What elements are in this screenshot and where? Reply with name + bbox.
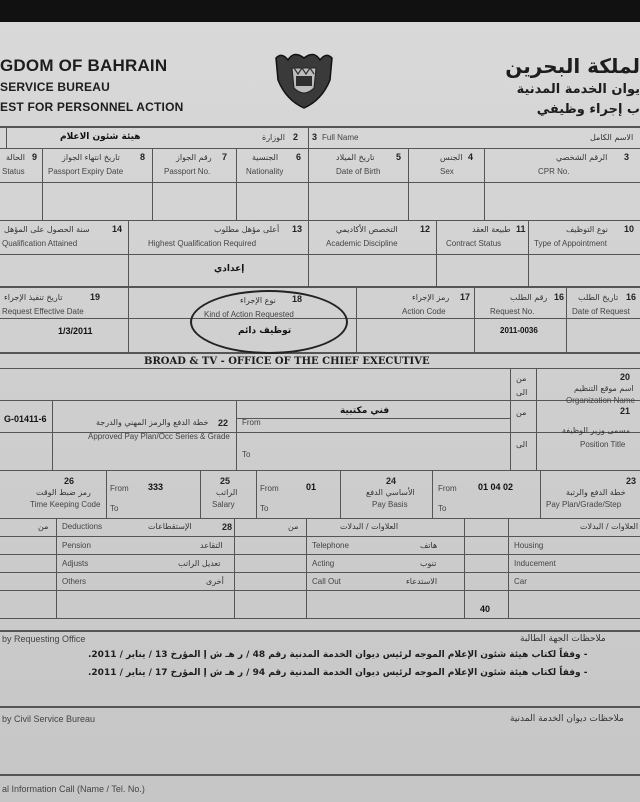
sex-label-ar: الجنس (440, 153, 463, 162)
ministry-label-ar: الوزارة (262, 133, 285, 142)
request-no-value: 2011-0036 (500, 326, 538, 335)
action-kind-circle-mark (190, 290, 348, 354)
form-title-en: EST FOR PERSONNEL ACTION (0, 100, 184, 114)
requesting-office-label: by Requesting Office (2, 634, 86, 644)
deductions-label-en: Deductions (62, 522, 103, 531)
others-label-ar: أخرى (206, 577, 224, 586)
paybasis-label-en: Pay Basis (372, 500, 408, 509)
discipline-num: 12 (420, 224, 431, 234)
timekeeping-num: 26 (64, 476, 75, 486)
sex-label-en: Sex (440, 167, 454, 176)
allowance-value: 40 (480, 604, 491, 614)
date-request-label-en: Date of Request (572, 307, 630, 316)
timekeeping-label-ar: رمز ضبط الوقت (36, 488, 91, 497)
passport-expiry-label-en: Passport Expiry Date (48, 167, 124, 176)
position-label-ar: مسمى وزير الوظيفة (562, 426, 631, 435)
request-no-num: 16 (554, 292, 565, 302)
effective-date-value: 1/3/2011 (58, 326, 93, 336)
org-label-ar: اسم موقع التنظيم (574, 384, 634, 393)
payplan-to-en: To (242, 450, 251, 459)
passport-label-ar: رقم الجواز (176, 153, 212, 162)
action-kind-value: توظيف دائم (238, 326, 292, 336)
position-label-en: Position Title (580, 440, 626, 449)
effective-date-label-ar: تاريخ تنفيذ الإجراء (4, 293, 63, 302)
qualification-label-en: Highest Qualification Required (148, 239, 257, 248)
country-title-en: GDOM OF BAHRAIN (0, 56, 168, 75)
requesting-office-label-ar: ملاحظات الجهة الطالبة (520, 634, 606, 644)
pb-from-en: From (260, 484, 279, 493)
contract-num: 11 (516, 224, 526, 234)
document-page (0, 22, 640, 802)
bahrain-emblem-icon (272, 50, 336, 112)
organization-title: BROAD & TV - OFFICE OF THE CHIEF EXECUTIVE (144, 356, 430, 367)
fullname-num: 3 (312, 132, 318, 142)
remark-line-2: - وفقاً لكتاب هيئة شئون الإعلام الموجه لرئيس ديوان الخدمة المدنية رقم 94 / ر هـ ش إ المؤرخ 17 / يناير / 2011. (88, 668, 588, 678)
salary-label-ar: الراتب (216, 488, 238, 497)
allow-from-ar: من (288, 522, 299, 531)
effective-date-label-en: Request Effective Date (2, 307, 84, 316)
appointment-label-en: Type of Appointment (534, 239, 607, 248)
position-to-ar: الى (516, 440, 528, 449)
payplan-grade-label-ar: خطة الدفع والرتبة (566, 488, 626, 497)
position-num: 21 (620, 406, 631, 416)
action-kind-label-en: Kind of Action Requested (204, 310, 294, 319)
payplan-label-ar: خطة الدفع والرمز المهني والدرجة (96, 418, 209, 427)
passport-label-en: Passport No. (164, 167, 211, 176)
status-label-en: Status (2, 167, 25, 176)
bureau-title-ar: يوان الخدمة المدنية (516, 82, 640, 97)
dob-label-en: Date of Birth (336, 167, 381, 176)
qualification-num: 13 (292, 224, 303, 234)
acting-label-ar: تنوب (420, 559, 437, 568)
request-no-label-ar: رقم الطلب (510, 293, 548, 302)
payplan-grade-num: 23 (626, 476, 637, 486)
nationality-label-en: Nationality (246, 167, 284, 176)
qualification-label-ar: أعلى مؤهل مطلوب (214, 225, 280, 234)
passport-expiry-num: 8 (140, 152, 146, 162)
fullname-label-ar: الاسم الكامل (590, 133, 634, 142)
fullname-label-en: Full Name (322, 133, 359, 142)
sex-num: 4 (468, 152, 474, 162)
country-title-ar: لملكة البحرين (505, 54, 640, 78)
passport-num: 7 (222, 152, 228, 162)
payplan-grade-label-en: Pay Plan/Grade/Step (546, 500, 622, 509)
discipline-label-en: Academic Discipline (326, 239, 398, 248)
cpr-num: 3 (624, 152, 630, 162)
qual-year-label-en: Qualification Attained (2, 239, 78, 248)
others-label: Others (62, 577, 87, 586)
org-from-ar: من (516, 374, 527, 383)
contract-label-en: Contract Status (446, 239, 502, 248)
position-value: فني مكتبية (340, 406, 390, 416)
pension-label-ar: التقاعد (200, 541, 223, 550)
contract-label-ar: طبيعة العقد (472, 225, 511, 234)
pension-label: Pension (62, 541, 91, 550)
deductions-label-ar: الإستقطاعات (148, 522, 192, 531)
action-code-label-en: Action Code (402, 307, 446, 316)
acting-label: Acting (312, 559, 335, 568)
cpr-label-en: CPR No. (538, 167, 570, 176)
footer-contact-label: al Information Call (Name / Tel. No.) (2, 784, 145, 794)
dob-num: 5 (396, 152, 402, 162)
qual-year-num: 14 (112, 224, 123, 234)
action-kind-label-ar: نوع الإجراء (240, 296, 276, 305)
bureau-title-en: SERVICE BUREAU (0, 80, 110, 94)
org-label-en: Organization Name (566, 396, 635, 405)
appointment-num: 10 (624, 224, 635, 234)
date-request-label-ar: تاريخ الطلب (578, 293, 619, 302)
org-to-ar: الى (516, 388, 528, 397)
csb-remarks-label-ar: ملاحظات ديوان الخدمة المدنية (510, 714, 624, 724)
form-title-ar: ب إجراء وظيفي (536, 102, 640, 117)
salary-label-en: Salary (212, 500, 235, 509)
org-num: 20 (620, 372, 631, 382)
payplan-value: G-01411-6 (4, 414, 47, 424)
pb-to-en: To (260, 504, 269, 513)
telephone-label-ar: هاتف (420, 541, 438, 550)
qualification-value: إعدادي (214, 264, 245, 274)
deductions-num: 28 (222, 522, 233, 532)
telephone-label: Telephone (312, 541, 349, 550)
ded-from-ar: من (38, 522, 49, 531)
inducement-label: Inducement (514, 559, 556, 568)
car-label: Car (514, 577, 527, 586)
status-num: 9 (32, 152, 38, 162)
paybasis-num: 24 (386, 476, 397, 486)
dob-label-ar: تاريخ الميلاد (336, 153, 375, 162)
action-code-num: 17 (460, 292, 471, 302)
passport-expiry-label-ar: تاريخ انتهاء الجواز (62, 153, 120, 162)
paybasis-value: 01 (306, 482, 317, 492)
nationality-num: 6 (296, 152, 302, 162)
callout-label-ar: الاستدعاء (406, 577, 438, 586)
paybasis-label-ar: الأساسي الدفع (366, 488, 415, 497)
cpr-label-ar: الرقم الشخصي (556, 153, 608, 162)
allowances-left-title: العلاوات / البدلات (580, 522, 639, 531)
nationality-label-ar: الجنسية (252, 153, 279, 162)
pp-from-en: From (438, 484, 457, 493)
payplan-grade-value: 01 04 02 (478, 482, 514, 492)
position-from-ar: من (516, 408, 527, 417)
ministry-num: 2 (293, 132, 299, 142)
payplan-num: 22 (218, 418, 229, 428)
sal-to-en: To (110, 504, 119, 513)
timekeeping-label-en: Time Keeping Code (30, 500, 101, 509)
salary-num: 25 (220, 476, 231, 486)
action-code-label-ar: رمز الإجراء (412, 293, 450, 302)
appointment-label-ar: نوع التوظيف (566, 225, 608, 234)
sal-from-en: From (110, 484, 129, 493)
qual-year-label-ar: سنة الحصول على المؤهل (4, 225, 90, 234)
remark-line-1: - وفقاً لكتاب هيئة شئون الإعلام الموجه لرئيس ديوان الخدمة المدنية رقم 48 / ر هـ ش إ المؤرخ 13 / يناير / 2011. (88, 650, 588, 660)
request-no-label-en: Request No. (490, 307, 535, 316)
payplan-label-en: Approved Pay Plan/Occ Series & Grade (88, 432, 230, 441)
action-kind-num: 18 (292, 294, 303, 304)
csb-remarks-label: by Civil Service Bureau (2, 714, 96, 724)
pp-to-en: To (438, 504, 447, 513)
allowances-title: العلاوات / البدلات (340, 522, 399, 531)
ministry-value: هيئة شئون الاعلام (60, 132, 141, 142)
adjusts-label-ar: تعديل الراتب (178, 559, 221, 568)
effective-date-num: 19 (90, 292, 101, 302)
status-label-ar: الحالة (6, 153, 25, 162)
date-request-num: 16 (626, 292, 637, 302)
adjusts-label: Adjusts (62, 559, 89, 568)
housing-label: Housing (514, 541, 544, 550)
payplan-from-en: From (242, 418, 261, 427)
discipline-label-ar: التخصص الأكاديمي (336, 225, 398, 234)
callout-label: Call Out (312, 577, 341, 586)
salary-value: 333 (148, 482, 164, 492)
